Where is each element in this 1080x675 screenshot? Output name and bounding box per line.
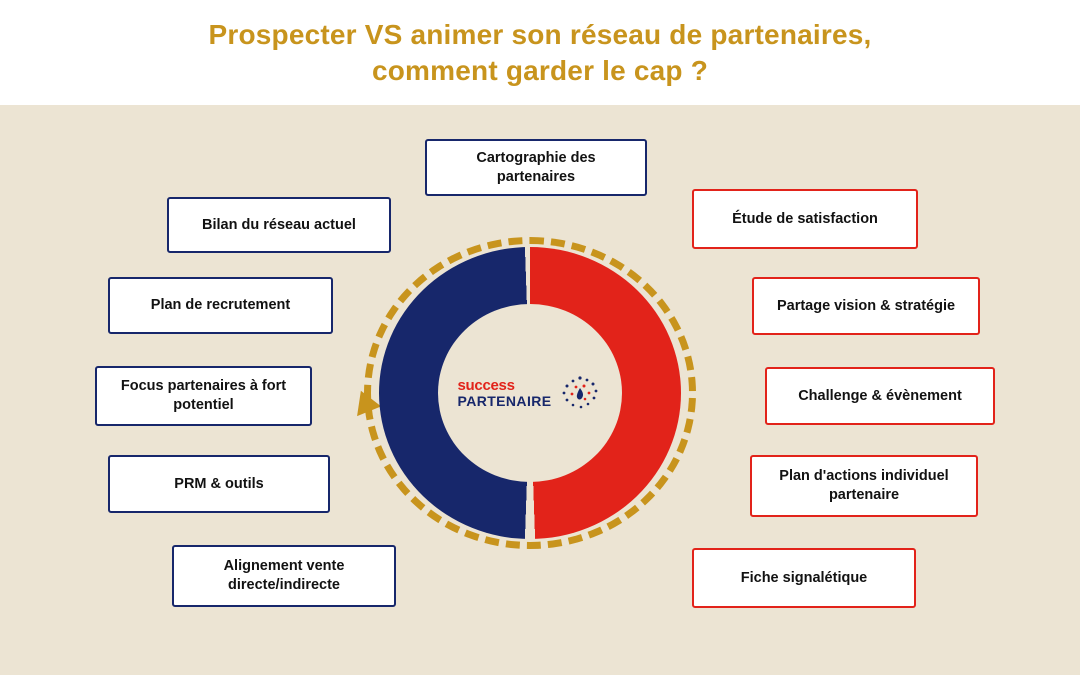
slide-header: [0, 0, 1080, 105]
node-label: Plan de recrutement: [150, 297, 291, 313]
node-label: Focus partenaires à fort potentiel: [120, 378, 287, 413]
node-label: Challenge & évènement: [798, 387, 962, 404]
page-title-line-2: comment garder le cap ?: [371, 54, 709, 86]
logo-text: [458, 378, 552, 408]
cycle-ring: [352, 225, 728, 561]
node-label: PRM & outils: [174, 475, 264, 492]
node-label: Partage vision & stratégie: [776, 297, 956, 314]
donut-center: [438, 304, 622, 482]
node-label: Cartographie des partenaires: [476, 149, 596, 185]
node-prm-et-outils[interactable]: [108, 455, 330, 513]
node-label: Alignement vente directe/indirecte: [223, 558, 345, 593]
logo: [458, 374, 603, 412]
donut-halves: [379, 247, 681, 539]
node-cartographie-des-partenaires[interactable]: [425, 139, 647, 196]
logo-burst-icon: [558, 374, 602, 412]
node-label: Fiche signalétique: [740, 569, 868, 586]
logo-success-word: success: [457, 376, 515, 394]
diagram-canvas: [0, 105, 1080, 675]
logo-partenaire-word: PARTENAIRE: [457, 392, 552, 409]
node-partage-vision-et-strategie[interactable]: [752, 277, 980, 335]
page-title-line-1: Prospecter VS animer son réseau de partenaires,: [208, 18, 872, 50]
node-label: Plan d'actions individuel partenaire: [779, 468, 949, 503]
node-plan-d-actions-individuel-partenaire[interactable]: [750, 455, 978, 517]
node-challenge-et-evenement[interactable]: [765, 367, 995, 425]
node-plan-de-recrutement[interactable]: [108, 277, 333, 334]
node-label: Étude de satisfaction: [732, 210, 878, 227]
node-focus-partenaires-a-fort-potentiel[interactable]: [95, 366, 312, 426]
node-label: Bilan du réseau actuel: [202, 216, 356, 233]
